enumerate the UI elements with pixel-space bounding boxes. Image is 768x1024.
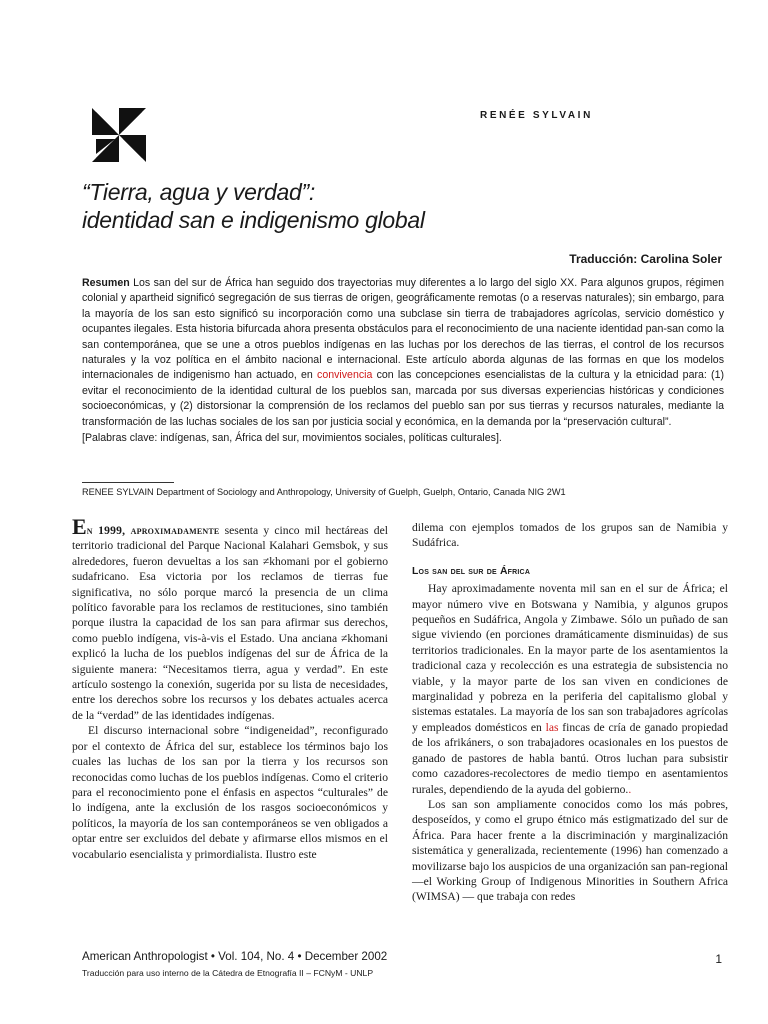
- highlighted-word: las: [545, 720, 559, 734]
- author-name: RENÉE SYLVAIN: [480, 110, 593, 121]
- page-number: 1: [715, 952, 722, 966]
- abstract: [82, 276, 724, 446]
- abstract-highlight: convivencia: [317, 369, 373, 382]
- section-heading: Los san del sur de África: [412, 565, 531, 577]
- abstract-text-b: con las concepciones esencialistas de la cultura y la etnicidad para: (1) evitar el reconocimiento de la identidad cultural de los pueblos san, marcada por sus diversas experiencias históricas y condiciones socioeconómicas, y (2) distorsionar la comprensión de los reclamos del pueblo san por sus tierras y recursos naturales, mediante la transformación de las luchas sociales de los san por justicia social y económica, en la demanda por la “preservación cultural”.: [82, 369, 724, 428]
- paragraph: El discurso internacional sobre “indigeneidad”, reconfigurado por el contexto de África del sur, establece los términos bajo los cuales las luchas de los san por la tierra y los recursos son reconocidas como luchas de los pueblos indígenas. Como el criterio para el reconocimiento pone el énfasis en aspectos “culturales” de lo indígena, ante la exclusión de los rasgos socioeconómicos y políticos, la mayoría de los san contemporáneos se ven obligados a optar entre ser excluidos del debate y afirmarse ellos mismos en el vocabulario esencialista y primordialista. Ilustro este: [72, 724, 388, 861]
- keywords: [Palabras clave: indígenas, san, África del sur, movimientos sociales, políticas culturales].: [82, 432, 502, 445]
- paragraph-text-a: Hay aproximadamente noventa mil san en el sur de África; el mayor número vive en Botswana y Namibia, y algunos grupos pequeños en Sudáfrica, Angola y Zimbawe. Sólo un puñado de san sigue viviendo (en porciones dramáticamente disminuidas) de sus territorios tradicionales. En la mayor parte de los asentamientos la tradicional caza y recolección es una estrategia de subsistencia no viable, y la mayor parte de los san viven en condiciones de marginalidad y pobreza en la periferia del capitalismo global y sistemas estatales. La mayoría de los san son trabajadores agrícolas y empleados domésticos en: [412, 582, 728, 734]
- journal-citation: American Anthropologist • Vol. 104, No. 4 • December 2002: [82, 950, 388, 963]
- paragraph-text: sesenta y cinco mil hectáreas del territorio tradicional del Parque Nacional Kalahari Gemsbok, y sus alrededores, fueron devueltas a los san ≠khomani por el gobierno sudafricano. Esa victoria por los reclamos de tierras fue significativa, no sólo porque marcó la presencia de un clima político favorable para los reclamos de restituciones, sino también porque ilustra la capacidad de los san para afirmar sus derechos, como pueblo indígena, vis-à-vis el Estado. Una anciana ≠khomani explicó la lucha de los pueblos indígenas del sur de África de la siguiente manera: “Necesitamos tierra, agua y verdad”. En este artículo sostengo la conexión, sugerida por su lista de necesidades, entre los derechos sobre los recursos y los debates actuales acerca de la “verdad” de las identidades indígenas.: [72, 524, 388, 722]
- paragraph: [72, 514, 388, 723]
- pinwheel-logo-icon: [92, 108, 146, 162]
- paragraph: dilema con ejemplos tomados de los grupos san de Namibia y Sudáfrica.: [412, 521, 728, 550]
- paragraph: Los san son ampliamente conocidos como los más pobres, desposeídos, y como el grupo étnico más estigmatizado del sur de África. Para hacer frente a la discriminación y marginalización sistemática y generalizada, recientemente (1996) han comenzado a movilizarse bajo los auspicios de una organización san pan-regional—el Working Group of Indigenous Minorities in Southern Africa (WIMSA) — que trabaja con redes: [412, 797, 728, 904]
- footnote-divider: [82, 482, 174, 483]
- author-affiliation: RENEE SYLVAIN Department of Sociology and Anthropology, University of Guelph, Guelph, Ontario, Canada NIG 2W1: [82, 487, 566, 497]
- abstract-text-a: Los san del sur de África han seguido dos trayectorias muy diferentes a lo largo del siglo XX. Para algunos grupos, régimen colonial y apartheid significó segregación de sus tierras de origen, geográficamente remotas (o a reservas naturales); sin embargo, para la mayoría de los san esto significó su incorporación como una subclase sin tierra de trabajadores agrícolas, servicio doméstico y ocupantes ilegales. Esta historia bifurcada ahora presenta obstáculos para el reconocimiento de una naciente identidad pan-san como la san contemporánea, que se une a otros pueblos indígenas en las luchas por los derechos de las tierras, el control de los recursos naturales y la voz política en el ámbito nacional e internacional. Este artículo aborda algunas de las formas en que los modelos internacionales de indigenismo han actuado, en: [82, 277, 724, 382]
- highlighted-dot: .: [628, 782, 632, 796]
- paragraph: [412, 581, 728, 797]
- article-title: [82, 178, 642, 234]
- body-column-right: [412, 520, 728, 905]
- abstract-label: Resumen: [82, 277, 130, 289]
- title-line-2: identidad san e indigenismo global: [82, 207, 425, 233]
- paragraph-text-b: fincas de cría de ganado propiedad de los afrikáners, o son trabajadores ocasionales en los puestos de ganado de pastores de habla bantú. Otros luchan para subsistir como cazadores-recolectores de medio tiempo en asentamientos rurales, dependiendo de la ayuda del gobierno.: [412, 720, 728, 796]
- lead-in: n 1999, aproximadamente: [86, 524, 220, 537]
- usage-note: Traducción para uso interno de la Cátedra de Etnografía II – FCNyM - UNLP: [82, 968, 374, 978]
- translation-credit: Traducción: Carolina Soler: [569, 252, 722, 266]
- drop-cap: E: [72, 514, 87, 539]
- body-column-left: [72, 514, 388, 862]
- title-line-1: “Tierra, agua y verdad”:: [82, 179, 315, 205]
